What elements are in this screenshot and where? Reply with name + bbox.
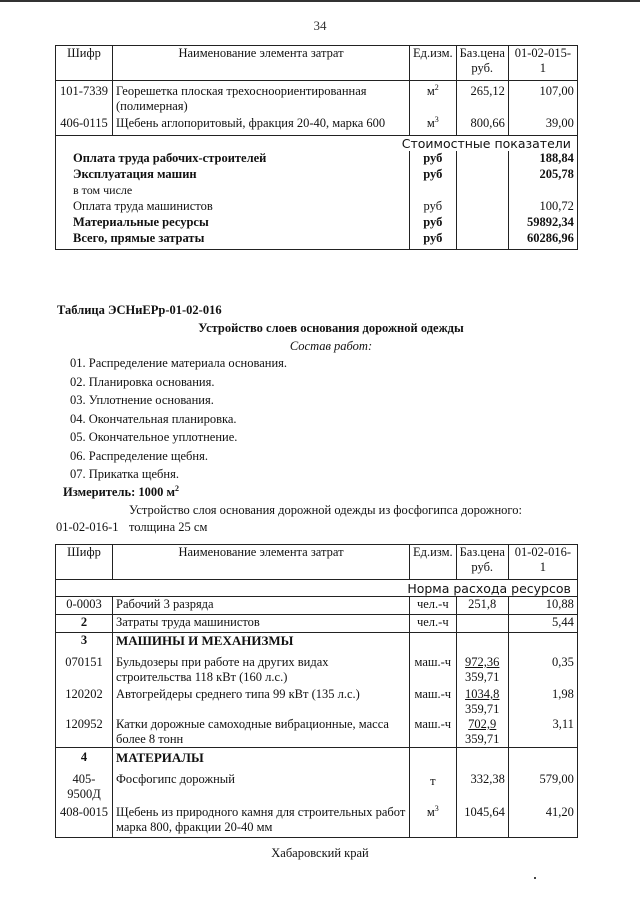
item-code: 01-02-016-1 (56, 520, 119, 534)
header-unit: Ед.изм. (410, 545, 457, 580)
group-row-materials: 4 МАТЕРИАЛЫ (56, 748, 578, 770)
cost-row: в том числе (56, 183, 578, 199)
measure: Измеритель: 1000 $м^2$ (63, 483, 180, 499)
work-item: 02. Планировка основания. (70, 374, 215, 389)
item-description: Устройство слоя основания дорожной одежды из фосфогипса дорожного: (129, 503, 522, 517)
resource-table-01-02-016 (55, 544, 578, 838)
cost-row: Оплата труда рабочих-строителей руб 188,84 (56, 151, 578, 167)
work-item: 07. Прикатка щебня. (70, 467, 179, 481)
table-row: 405-9500Д Фосфогипс дорожный т 332,38 579,00 (56, 769, 578, 802)
work-item: 05. Окончательное уплотнение. (70, 430, 238, 444)
header-norm: 01-02-015-1 (508, 46, 577, 81)
works-caption: Состав работ: (289, 339, 373, 353)
cost-caption: Стоимостные показатели (56, 136, 578, 152)
cost-row: Всего, прямые затраты руб 60286,96 (56, 231, 578, 250)
item-text: толщина 25 см (129, 520, 208, 534)
header-norm: 01-02-016-1 (508, 545, 577, 580)
work-item: 01. Распределение материала основания. (70, 356, 288, 370)
table-row: 120202 Автогрейдеры среднего типа 99 кВт (135 л.с.) маш.-ч 1034,8 359,71 1,98 (56, 687, 578, 717)
header-price: Баз.цена руб. (456, 46, 508, 81)
table-row: 408-0015 Щебень из природного камня для строительных работ марка 800, фракции 20-40 мм $м^3$ 1045,64 41,20 (56, 802, 578, 838)
header-name: Наименование элемента затрат (113, 46, 410, 81)
cost-row: Эксплуатация машин руб 205,78 (56, 167, 578, 183)
table-row: 070151 Бульдозеры при работе на других видах строительства 118 кВт (160 л.с.) маш.-ч 972,36 359,71 0,35 (56, 652, 578, 687)
section-title: Устройство слоев основания дорожной одежды (198, 321, 464, 335)
table-row: 120952 Катки дорожные самоходные вибрационные, масса более 8 тонн маш.-ч 702,9 359,71 3,11 (56, 717, 578, 748)
header-code: Шифр (56, 46, 113, 81)
scan-edge-line (0, 0, 640, 2)
header-price: Баз.цена руб. (456, 545, 508, 580)
footer-region: Хабаровский край (271, 846, 369, 860)
table-header-row (56, 545, 578, 580)
table-row: 2 Затраты труда машинистов чел.-ч 5,44 (56, 615, 578, 633)
table-row: 0-0003 Рабочий 3 разряда чел.-ч 251,8 10,88 (56, 597, 578, 615)
work-item: 04. Окончательная планировка. (70, 411, 237, 426)
header-name: Наименование элемента затрат (113, 545, 410, 580)
header-code: Шифр (56, 545, 113, 580)
norm-caption: Норма расхода ресурсов (56, 580, 578, 597)
cost-row: Материальные ресурсы руб 59892,34 (56, 215, 578, 231)
table-row: 406-0115 Щебень аглопоритовый, фракция 20-40, марка 600 $м^3$ 800,66 39,00 (56, 114, 578, 136)
works-list (70, 355, 287, 485)
table-header-row (56, 46, 578, 81)
header-unit: Ед.изм. (410, 46, 457, 81)
work-item: 06. Распределение щебня. (70, 448, 208, 463)
table-row: 101-7339 Георешетка плоская трехосноориентированная (полимерная) $м^2$ 265,12 107,00 (56, 81, 578, 115)
cost-row: Оплата труда машинистов руб 100,72 (56, 199, 578, 215)
scan-speck (534, 877, 536, 879)
resource-table-01-02-015 (55, 45, 578, 250)
group-row-machines: 3 МАШИНЫ И МЕХАНИЗМЫ (56, 633, 578, 653)
page-number: 34 (313, 18, 327, 33)
table-label: Таблица ЭСНиЕРр-01-02-016 (57, 303, 222, 317)
work-item: 03. Уплотнение основания. (70, 393, 214, 407)
